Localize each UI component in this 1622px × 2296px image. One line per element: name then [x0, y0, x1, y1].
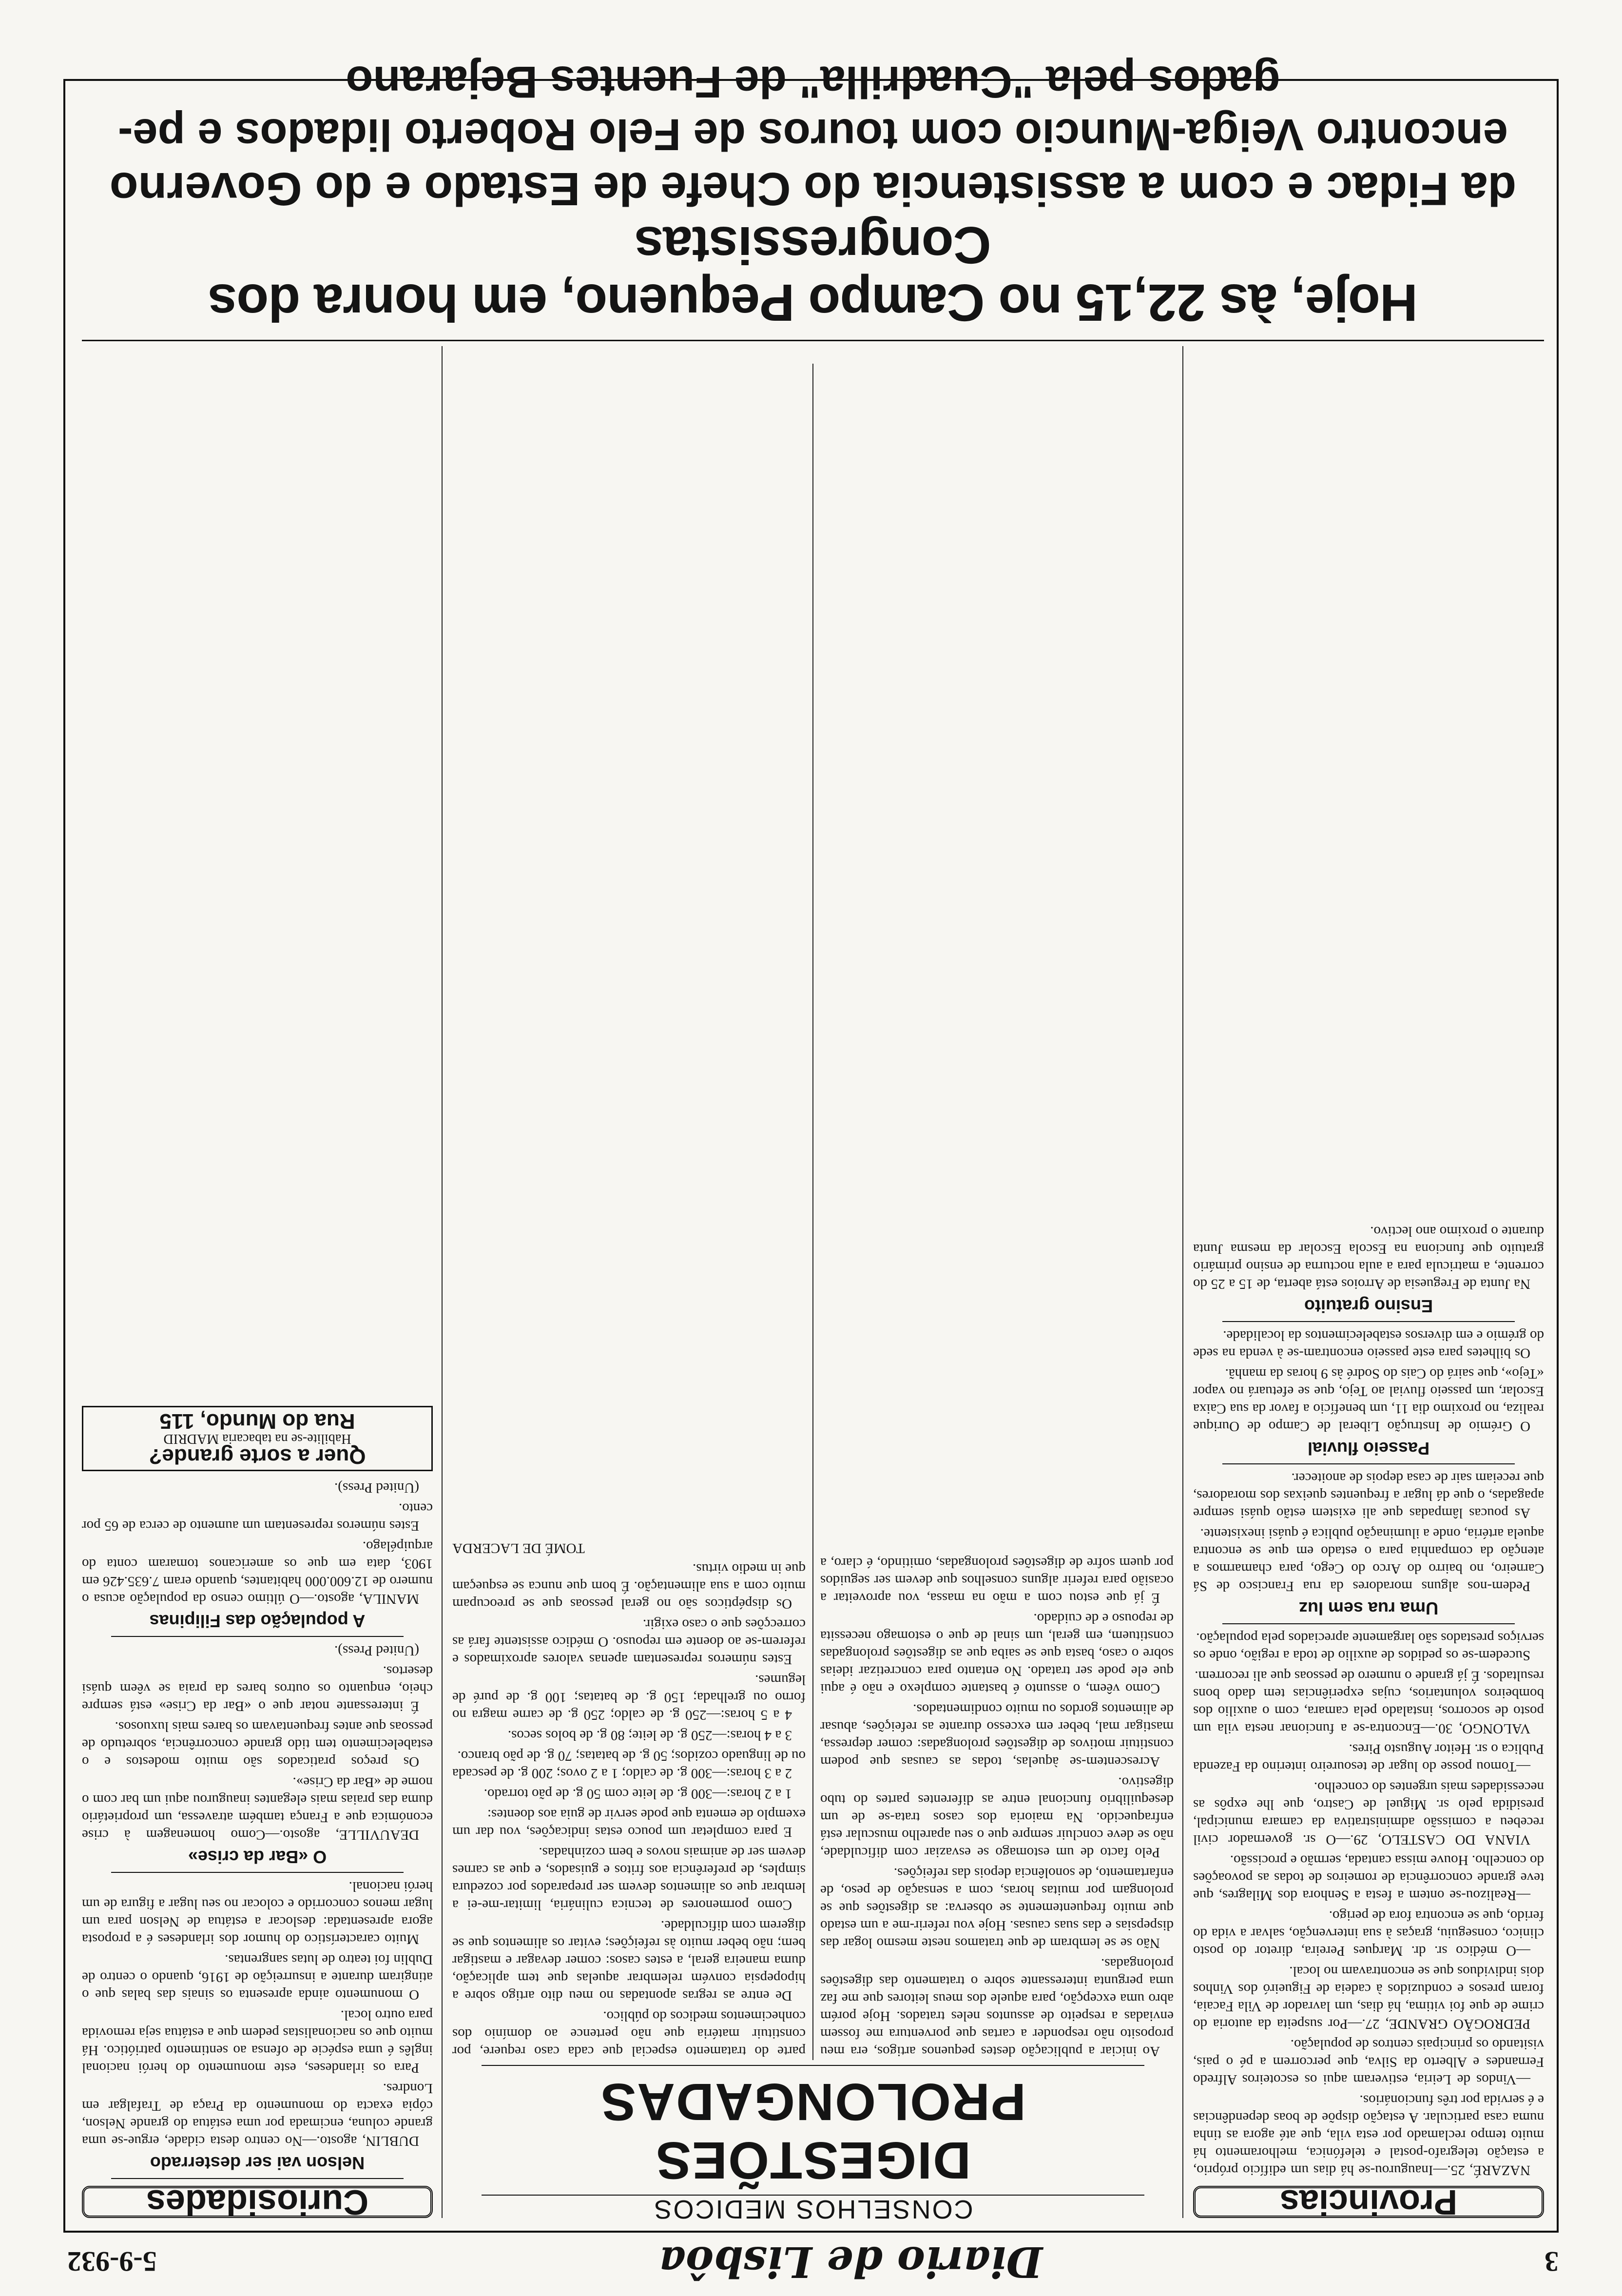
conselhos-signature: TOMÉ DE LACERDA — [452, 1540, 585, 1556]
sorte-question: Quer a sorte grande? — [149, 1444, 366, 1468]
conselhos-paragraph: E para completar um pouco estas indicações, vou dar um exemplo de ementa que pode servir de guia aos doentes: — [452, 1807, 806, 1840]
page-number: 3 — [1545, 2246, 1559, 2278]
conselhos-paragraph: Os dispépticos são no geral pessoas que se preocupam muito com a sua alimentação. É bom que nunca se esqueçam que in medio virtus. — [452, 1561, 806, 1612]
provincias-section-title: Passeio fluvial — [1307, 1439, 1430, 1459]
sorte-grande-ad — [82, 1406, 433, 1471]
conselhos-paragraph: 1 a 2 horas:—300 g. de leite com 50 g. de pão torrado. — [483, 1786, 792, 1802]
curiosidades-section-title: O «Bar da crise» — [188, 1847, 327, 1867]
column-divider — [1182, 346, 1183, 2218]
provincias-section-paragraph: As poucas lâmpadas que ali existem estão quási sempre apagadas, o que dá lugar a frequentes queixas dos moradores, que receiam sair de casa depois de anoitecer. — [1193, 1470, 1544, 1521]
headline-rule — [82, 340, 1544, 341]
provincias-box-title: Provincias — [1193, 2186, 1544, 2218]
provincias-section-title: Uma rua sem luz — [1298, 1598, 1439, 1618]
provincias-paragraph: PEDROGÃO GRANDE, 27.—Por suspeita da autoria do crime de que foi vitima, há dias, um lavrador de Vila Facaia, foram presos e conduzidos à cadeia de Figueiró dos Vinhos dois individuos que se encontravam no local. — [1193, 1964, 1544, 2032]
conselhos-title: DIGESTÕES PROLONGADAS — [599, 2073, 1026, 2190]
curiosidades-column — [82, 351, 433, 2221]
bottom-headline — [82, 57, 1544, 332]
headline-line-1: Hoje, às 22,15 no Campo Pequeno, em honra dos Congressistas — [208, 216, 1418, 332]
conselhos-body — [452, 364, 1174, 2060]
section-rule — [111, 2178, 404, 2179]
curiosidades-section-title: Nelson vai ser desterrado — [150, 2153, 365, 2173]
provincias-paragraph: —Tomou posse do lugar de tesoureiro interino da Fazenda Publica o sr. Heitor Augusto Pires. — [1193, 1741, 1544, 1774]
provincias-section-title: Ensino gratuito — [1304, 1296, 1433, 1316]
curiosidades-section-paragraph: É interessante notar que o «Bar da Crise» está sempre cheio, enquanto os outros bares da praia se vêem quási desertos. — [82, 1663, 433, 1714]
conselhos-paragraph: Não se se lembram de que tratamos neste mesmo logar das dispepsias e das suas causas. Hoje vou referir-me a um estado que muito frequentemente se observa: as digestões que se prolongam por muitas horas, com a sensação de peso, de enfartamento, de sonolência depois das refeições. — [820, 1865, 1174, 1951]
newspaper-title: Diario de Lisbôa — [658, 2237, 1043, 2287]
section-rule — [1222, 1463, 1515, 1464]
conselhos-paragraph: Como vêem, o assunto é bastante complexo e não é aqui que ele pode ser tratado. No entanto para concretizar ideias sobre o caso, basta que se saiba que as digestões prolongadas constituem, em geral, um sinal de que o estomago necessita de repouso e de cuidado. — [820, 1611, 1174, 1696]
provincias-section-paragraph: O Grémio de Instrução Liberal de Campo de Ourique realiza, no proximo dia 11, um benefício a favor da sua Caixa Escolar, um passeio fluvial ao Tejo, que se efetuará no vapor «Tejo», que sairá do Cais do Sodré às 9 horas da manhã. — [1193, 1366, 1544, 1434]
conselhos-paragraph: 2 a 3 horas:—300 g. de caldo; 1 a 2 ovos; 200 g. de pescada ou de linguado cozidos; 50 g. de batatas; 70 g. de pão branco. — [452, 1748, 806, 1781]
headline-line-2: da Fidac e com a assistencia do Chefe de Estado e do Governo — [109, 163, 1517, 215]
section-rule — [1222, 1623, 1515, 1624]
section-rule — [111, 1636, 404, 1637]
curiosidades-section-paragraph: Os preços praticados são muito modestos e o estabelecimento tem tido grande concorrência, sobretudo de pessoas que antes frequentavam os bares mais luxuosos. — [82, 1719, 433, 1770]
sorte-sub: Habilite-se na tabacaria MADRID — [163, 1431, 351, 1446]
masthead — [67, 2238, 1559, 2286]
curiosidades-section-paragraph: (United Press). — [334, 1480, 419, 1496]
sorte-address: Rua do Mundo, 115 — [159, 1409, 355, 1433]
conselhos-paragraph: Acrescentem-se àquelas, todas as causas que podem constituir motivos de digestões prolongadas: comer depressa, mastigar mal, beber em excesso durante as refeições, abusar de alimentos gordos ou muito condimentados. — [820, 1701, 1174, 1770]
provincias-paragraph: —Realizou-se ontem a festa a Senhora dos Milagres, que teve grande concorrência de romeiros de todas as povoações do concelho. Houve missa cantada, sermão e procissão. — [1193, 1852, 1544, 1903]
curiosidades-sections — [82, 1479, 433, 2179]
provincias-column — [1193, 351, 1544, 2221]
curiosidades-section-paragraph: Muito característico do humor dos irlandeses é a proposta agora apresentada: deslocar a estátua de Nelson para um lugar menos concorrido e colocar no seu lugar a figura de um herói nacional. — [82, 1879, 433, 1947]
conselhos-label: CONSELHOS MEDICOS — [653, 2195, 973, 2224]
conselhos-paragraph: É já que estou com a mão na massa, vou aproveitar a ocasião para referir alguns conselhos que devem ser seguidos por quem sofre de digestões prolongadas, omitindo, é claro, a parte do tratamento especial que cada caso requere, por constituir matéria que não pertence ao domínio dos conhecimentos medicos do público. — [452, 1555, 1174, 2059]
curiosidades-section-paragraph: MANILA, agosto.—O último censo da população acusa o numero de 12.600.000 habitantes, quando eram 7.635.426 em 1903, data em que os americanos tomaram conta do arquipélago. — [82, 1538, 433, 1607]
issue-date: 5-9-932 — [67, 2246, 157, 2278]
headline-line-3: encontro Veiga-Muncio com touros de Felo Roberto lidados e pe- — [117, 110, 1508, 159]
provincias-section-paragraph: Na Junta de Freguesia de Arroios está aberta, de 15 a 25 do corrente, a matricula para a aula nocturna de ensino primário gratuito que funciona na Escola Escolar da mesma Junta durante o proximo ano lectivo. — [1193, 1224, 1544, 1292]
curiosidades-section-paragraph: DEAUVILLE, agosto.—Como homenagem à crise económica que a França também atravessa, um proprietário duma das praias mais elegantes inaugurou aqui um bar com o nome de «Bar da Crise». — [82, 1774, 433, 1843]
conselhos-paragraph: Como pormenores de tecnica culinária, limitar-me-ei a lembrar que os alimentos devem ser preparados por cozedura simples, de preferência aos fritos e guisados, e que as carnes devem ser de animais novos e bem cozinhadas. — [452, 1845, 806, 1913]
provincias-paragraph: VALONGO, 30.—Encontra-se a funcionar nesta vila um posto de socorros, instalado pela camara, com o auxilio dos bombeiros voluntarios, cujas experiências tem dado bons resultados. É já grande o numero de pessoas que ali recorrem. — [1193, 1668, 1544, 1736]
headline-line-4: gados pela "Cuadrilla" de Fuentes Bejarano — [346, 57, 1280, 107]
conselhos-paragraph: Ao iniciar a publicação destes pequenos artigos, era meu proposito não responder a cartas que porventura me fossem enviadas a respeito de assuntos neles tratados. Hoje porém abro uma excepção, para aquele dos meus leitores que me faz uma pergunta interessante sobre o tratamento das digestões prolongadas. — [820, 1956, 1174, 2059]
conselhos-paragraph: De entre as regras apontadas no meu dito artigo sobre a hipopepsia convém relembrar aquelas que tem aplicação, duma maneira geral, a estes casos: comer devagar e mastigar bem; não beber muito às refeições; evitar os alimentos que se digerem com dificuldade. — [452, 1918, 806, 2004]
provincias-paragraph: NAZARÉ, 25.—Inaugurou-se há dias um edifício próprio, a estação telegrafo-postal e telefónica, melhoramento há muito tempo reclamado por esta vila, que até agora as tinha numa casa particular. A estação dispõe de boas dependências e é servida por três funcionários. — [1193, 2092, 1544, 2178]
section-rule — [111, 1872, 404, 1873]
curiosidades-box-title: Curiosidades — [82, 2186, 433, 2218]
curiosidades-section-paragraph: DUBLIN, agosto.—No centro desta cidade, ergue-se uma grande coluna, encimada por uma estátua do grande Nelson, cópia exacta do monumento da Praça de Trafalgar em Londres. — [82, 2081, 433, 2149]
provincias-paragraph: —Vindos de Leiria, estiveram aqui os escoteiros Alfredo Fernandes e Alberto da Silva, que percorrem a pé o pais, visitando os principais centros de população. — [1193, 2037, 1544, 2087]
curiosidades-section-paragraph: Estes números representam um aumento de cerca de 65 por cento. — [82, 1500, 433, 1534]
curiosidades-section-paragraph: (United Press). — [334, 1643, 419, 1658]
conselhos-paragraph: 4 a 5 horas:—250 g. de caldo; 250 g. de carne magra no forno ou grelhada; 150 g. de batatas; 100 g. de puré de legumes. — [452, 1672, 806, 1723]
curiosidades-section-paragraph: O monumento ainda apresenta os sinais das balas que o atingiram durante a insurreição de 1916, quando o centro de Dublin foi teatro de lutas sangrentas. — [82, 1952, 433, 2003]
section-rule — [1222, 1321, 1515, 1322]
conselhos-paragraph: Estes números representam apenas valores aproximados e referem-se ao doente em repouso. O médico assistente fará as correcções que o caso exigir. — [452, 1616, 806, 1667]
conselhos-paragraph: 3 a 4 horas:—250 g. de leite; 80 g. de bolos secos. — [507, 1728, 792, 1743]
conselhos-paragraph: Pelo facto de um estomago se esvaziar com dificuldade, não se deve concluir sempre que o seu aparelho muscular está enfraquecido. Na maioria dos casos trata-se de um desequilibrio funcional entre as diferentes partes do tubo digestivo. — [820, 1774, 1174, 1860]
provincias-articles — [1193, 1629, 1544, 2179]
provincias-section-paragraph: Os bilhetes para este passeio encontram-se à venda na sede do grémio e em diversos estabelecimentos da localidade. — [1193, 1328, 1544, 1361]
provincias-paragraph: —O médico sr. dr. Marques Pereira, diretor do posto clinico, conseguiu, graças à sua intervenção, salvar a vida do ferido, que se encontra fora de perigo. — [1193, 1908, 1544, 1959]
conselhos-column — [452, 351, 1174, 2224]
curiosidades-section-title: A população das Filipinas — [149, 1611, 366, 1631]
provincias-sections — [1193, 1223, 1544, 1624]
provincias-paragraph: Sucedem-se os pedidos de auxilio de toda a região, onde os serviços prestados são largamente apreciados pela população. — [1193, 1630, 1544, 1663]
curiosidades-section-paragraph: Para os irlandeses, este monumento do herói nacional inglês é uma espécie de ofensa ao sentimento patriótico. Há muito que os nacionalistas pedem que a estátua seja removida para outro local. — [82, 2007, 433, 2076]
conselhos-paragraphs — [452, 1539, 1174, 2060]
column-divider — [442, 346, 443, 2218]
conselhos-rule-2 — [482, 2065, 1144, 2066]
provincias-paragraph: VIANA DO CASTELO, 29.—O sr. governador civil recebeu a comissão administrativa da camara municipal, presidida pelo sr. Miguel de Castro, que lhe expôs as necessidades mais urgentes do concelho. — [1193, 1779, 1544, 1848]
provincias-section-paragraph: Pedem-nos alguns moradores da rua Francisco de Sá Carneiro, no bairro do Arco do Cego, para chamarmos a atenção da companhia para o estado em que se encontra aquela artéria, onde a iluminação publica é quási inexistente. — [1193, 1526, 1544, 1594]
